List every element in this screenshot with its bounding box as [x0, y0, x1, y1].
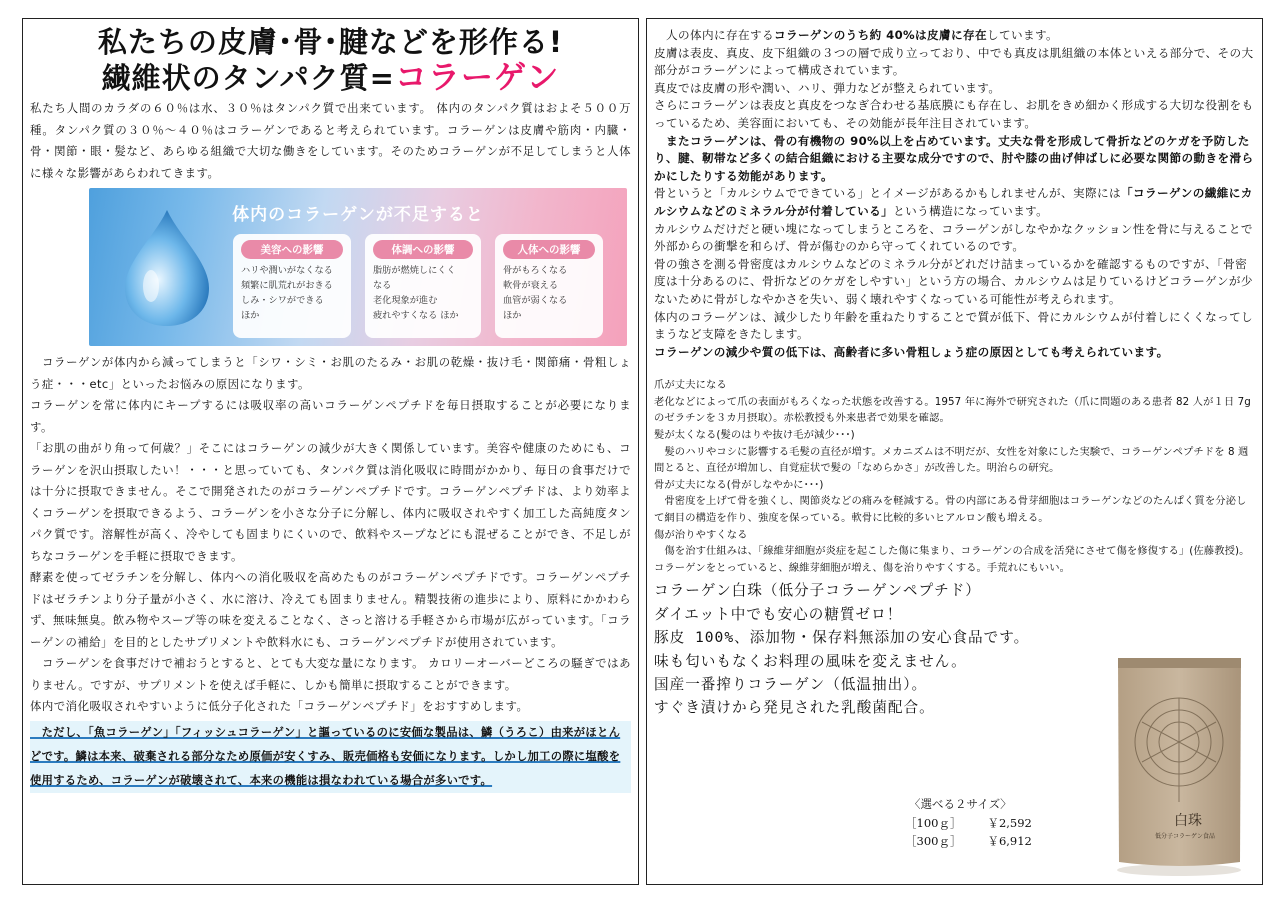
paragraph-peptide-need: コラーゲンを常に体内にキープするには吸収率の高いコラーゲンペプチドを毎日摂取することが必要になります。	[30, 398, 631, 434]
size-label: ［100ｇ］	[905, 815, 962, 830]
nail-text: 老化などによって爪の表面がもろくなった状態を改善する。1957 年に海外で研究された（爪に問題のある患者 82 人が１日 7g のゼラチンを３カ月摂取）。赤松教授も外来患者で効果を確認。	[654, 395, 1251, 425]
product-line: 国産一番搾りコラーゲン（低温抽出）。	[654, 676, 928, 694]
intro-paragraph: 私たち人間のカラダの６０％は水、３０％はタンパク質で出来ています。 体内のタンパク質はおよそ５００万種。タンパク質の３０％～４０％はコラーゲンであると考えられています。コラーゲンは皮膚や筋肉・内臓・骨・関節・眼・髪など、あらゆる組織で大切な働きをしています。そのためコラーゲンが不足してしまうと人体に様々な影響があらわれてきます。	[30, 101, 631, 180]
osteoporosis-paragraph: コラーゲンの減少や質の低下は、高齢者に多い骨粗しょう症の原因としても考えられています。	[654, 344, 1169, 359]
beauty-effect-heading: 美容への影響	[241, 240, 343, 259]
product-line: ダイエット中でも安心の糖質ゼロ！	[654, 605, 903, 623]
bone-density-paragraph: 骨の強さを測る骨密度はカルシウムなどのミネラル分がどれだけ詰まっているかを確認するものですが、「骨密度は十分あるのに、骨折などのケガをしやすい」という方の場合、カルシウムは足りているけどコラーゲンが少ないために骨がしなやかさを失い、弱く壊れやすくなっている可能性が考えられます。	[654, 256, 1253, 306]
health-effect-line: 脂肪が燃焼しにくく	[373, 265, 456, 276]
paragraph-peptide-detail: 酵素を使ってゼラチンを分解し、体内への消化吸収を高めたものがコラーゲンペプチドです。コラーゲンペプチドはゼラチンより分子量が小さく、水に溶け、冷えても固まりません。精製技術の進歩により、原料にかかわらず、無味無臭。飲み物やスープ等の味を変えることなく、さっと溶ける手軽さから市場が広がっています。「コラーゲンの補給」を目的としたサプリメントや飲料水にも、コラーゲンペプチドが使用されています。	[30, 570, 631, 649]
beauty-effect-line: 頻繁に肌荒れがおきる	[241, 280, 333, 291]
size-price-heading: 〈選べる２サイズ〉	[909, 797, 1012, 811]
nail-heading: 爪が丈夫になる	[654, 379, 727, 392]
paragraph-recommend: 体内で消化吸収されやすいように低分子化された「コラーゲンペプチド」をおすすめします。	[30, 699, 529, 713]
body-effect-heading: 人体への影響	[503, 240, 595, 259]
title-collagen: コラーゲン	[394, 58, 560, 96]
beauty-effect-line: しみ・シワができる	[241, 295, 324, 306]
paragraph-supplement: コラーゲンを食事だけで補おうとすると、とても大変な量になります。 カロリーオーバーどころの騒ぎではありません。ですが、サプリメントを使えば手軽に、しかも簡単に摂取することができます。	[30, 656, 631, 692]
bone-heading: 骨が丈夫になる(骨がしなやかに･･･)	[654, 478, 824, 491]
wound-text: 傷を治す仕組みは、「線維芽細胞が炎症を起こした傷に集まり、コラーゲンの合成を活発にさせて傷を修復する」(佐藤教授)。コラーゲンをとっていると、線維芽細胞が増え、傷を治りやすくする。手荒れにもいい。	[654, 545, 1250, 574]
package-subtitle: 低分子コラーゲン食品	[1155, 833, 1215, 840]
collagen-decline-paragraph: 体内のコラーゲンは、減少したり年齢を重ねたりすることで質が低下、骨にカルシウムが付着しにくくなってしまうなど支障をきたします。	[654, 309, 1254, 342]
beauty-effect-line: ほか	[241, 310, 260, 321]
product-line: コラーゲン白珠（低分子コラーゲンペプチド）	[654, 582, 981, 600]
fish-collagen-warning	[30, 721, 631, 793]
product-line: 豚皮 100%、添加物・保存料無添加の安心食品です。	[654, 629, 1030, 647]
product-line: すぐき漬けから発見された乳酸菌配合。	[654, 699, 935, 717]
fish-collagen-warning-text: ただし、「魚コラーゲン」「フィッシュコラーゲン」と謳っているのに安価な製品は、鱗（うろこ）由来がほとんどです。鱗は本来、破棄される部分なため原価が安くすみ、販売価格も安価になります。しかし加工の際に塩酸を使用するため、コラーゲンが破壊されて、本来の機能は損なわれている場合が多いです。	[30, 725, 621, 787]
bone-structure-emphasis: 「コラーゲンの繊維にカルシウムなどのミネラル分が付着している」	[654, 186, 1253, 218]
health-effect-line: 疲れやすくなる ほか	[373, 310, 459, 321]
bone-structure-end: という構造になっています。	[893, 203, 1049, 218]
dermis-paragraph: 真皮では皮膚の形や潤い、ハリ、弾力などが整えられています。	[654, 80, 1001, 95]
body-effect-line: ほか	[503, 310, 522, 321]
page-title	[23, 25, 638, 96]
right-panel	[646, 18, 1263, 885]
skin-collagen-emphasis: コラーゲンのうち約 40%は皮膚に存在	[773, 28, 988, 42]
bone-structure-paragraph	[654, 185, 1255, 220]
title-line-2	[23, 60, 638, 96]
size-label: ［300ｇ］	[905, 834, 962, 848]
size-price-list	[905, 795, 1032, 851]
package-name: 白珠	[1174, 813, 1202, 829]
deficiency-graphic	[89, 188, 627, 346]
paragraph-peptide-intro: 「お肌の曲がり角って何歳？」そこにはコラーゲンの減少が大きく関係しています。美容や健康のためにも、コラーゲンを沢山摂取したい！・・・と思っていても、タンパク質は消化吸収に時間がかかり、毎日の食事だけでは十分に摂取できません。そこで開発されたのがコラーゲンペプチドです。コラーゲンペプチドは、より効率よくコラーゲンを摂取できるよう、コラーゲンを小さな分子に分解し、体内に吸収されやすく加工した高純度タンパク質です。溶解性が高く、冷やしても固まりにくいので、飲料やスープなどにも混ぜることができ、不足しがちなコラーゲンを手軽に摂取できます。	[30, 441, 631, 563]
basement-membrane-paragraph: さらにコラーゲンは表皮と真皮をつなぎ合わせる基底膜にも存在し、お肌をきめ細かく形成する大切な役割をもっているため、美容面においても、その効能が長年注目されています。	[654, 98, 1254, 130]
title-line-2a: 繊維状のタンパク質=	[101, 61, 395, 95]
body-effect-line: 骨がもろくなる	[503, 265, 568, 276]
left-panel	[22, 18, 639, 885]
bone-structure-text: 骨というと「カルシウムでできている」とイメージがあるかもしれませんが、実際には	[654, 186, 1122, 201]
health-effect-line: なる	[373, 280, 392, 291]
size-row	[905, 814, 1032, 833]
body-effect-line: 軟骨が衰える	[503, 280, 559, 291]
health-effect-heading: 体調への影響	[373, 240, 473, 259]
skin-intro-text: 人の体内に存在する	[654, 28, 774, 42]
wound-heading: 傷が治りやすくなる	[654, 528, 748, 541]
beauty-effect-box	[233, 234, 351, 338]
size-row	[905, 832, 1032, 851]
paragraph-symptoms: コラーゲンが体内から減ってしまうと「シワ・シミ・お肌のたるみ・お肌の乾燥・抜け毛・関節痛・骨粗しょう症・・・etc」といったお悩みの原因になります。	[30, 355, 631, 391]
size-price: ￥2,592	[987, 815, 1032, 830]
hair-heading: 髪が太くなる(髪のはりや抜け毛が減少･･･)	[654, 429, 855, 442]
body-effect-box	[495, 234, 603, 338]
calcium-cushion-paragraph: カルシウムだけだと硬い塊になってしまうところを、コラーゲンがしなやかなクッション性を骨に与えることで外部からの衝撃を和らげ、骨が傷むのから守ってくれているのです。	[654, 221, 1253, 254]
body-effect-line: 血管が弱くなる	[503, 295, 568, 306]
hair-text: 髪のハリやコシに影響する毛髪の直径が増す。メカニズムは不明だが、女性を対象にした実験で、コラーゲンペプチドを 8 週間とると、直径が増加し、自覚症状で髪の「なめらかさ」が改善した。明治らの研究。	[654, 445, 1249, 475]
graphic-title: 体内のコラーゲンが不足すると	[232, 205, 484, 225]
skin-layers-paragraph: 皮膚は表皮、真皮、皮下組織の３つの層で成り立っており、中でも真皮は肌組織の本体といえる部分で、その大部分がコラーゲンによって構成されています。	[654, 45, 1254, 78]
product-package-image	[1112, 652, 1247, 878]
size-price: ￥6,912	[987, 834, 1032, 848]
beauty-effect-line: ハリや潤いがなくなる	[241, 265, 333, 276]
title-line-1: 私たちの皮膚･骨･腱などを形作る!	[97, 25, 564, 59]
bone-text: 骨密度を上げて骨を強くし、関節炎などの痛みを軽減する。骨の内部にある骨芽細胞はコラーゲンなどのたんぱく質を分泌して網目の構造を作り、強度を保っている。軟骨に比較的多いヒアルロン酸も増える。	[654, 495, 1247, 525]
bone-collagen-paragraph: またコラーゲンは、骨の有機物の 90%以上を占めています。丈夫な骨を形成して骨折などのケガを予防したり、腱、靭帯など多くの結合組織における主要な成分ですので、肘や膝の曲げ伸ばしに必要な関節の動きを滑らかにしたりする効能があります。	[654, 133, 1254, 183]
skin-collagen-paragraph	[654, 27, 1255, 45]
health-effect-box	[365, 234, 481, 338]
product-line: 味も匂いもなくお料理の風味を変えません。	[654, 652, 967, 670]
skin-intro-end: しています。	[987, 28, 1059, 42]
health-effect-line: 老化現象が進む	[373, 295, 438, 306]
